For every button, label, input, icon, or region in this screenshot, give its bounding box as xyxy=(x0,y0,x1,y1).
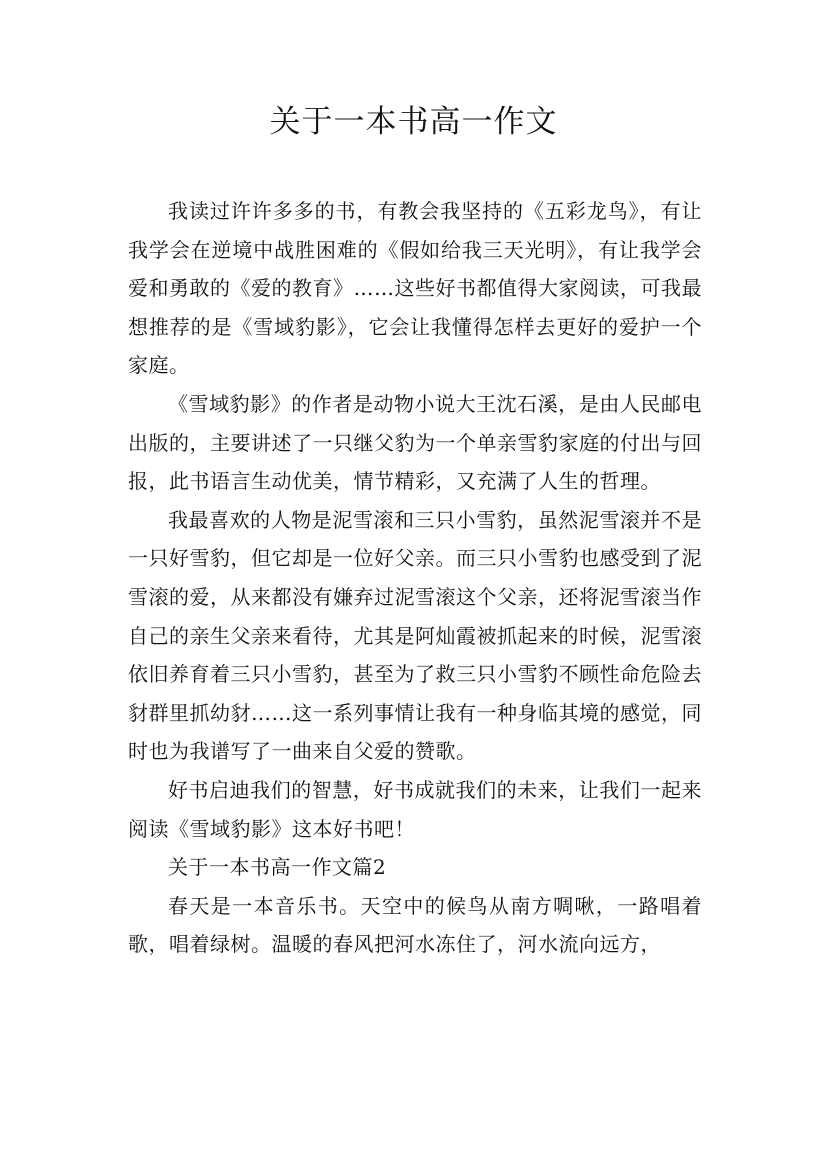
document-body xyxy=(128,192,702,964)
paragraph-5: 春天是一本音乐书。天空中的候鸟从南方啁啾，一路唱着歌，唱着绿树。温暖的春风把河水冻住了，河水流向远方， xyxy=(128,893,702,957)
paragraph-3: 我最喜欢的人物是泥雪滚和三只小雪豹，虽然泥雪滚并不是一只好雪豹，但它却是一位好父亲。而三只小雪豹也感受到了泥雪滚的爱，从来都没有嫌弃过泥雪滚这个父亲，还将泥雪滚当作自己的亲生父亲来看待，尤其是阿灿霞被抓起来的时候，泥雪滚依旧养育着三只小雪豹，甚至为了救三只小雪豹不顾性命危险去豺群里抓幼豺……这一系列事情让我有一种身临其境的感觉，同时也为我谱写了一曲来自父爱的赞歌。 xyxy=(128,507,702,764)
paragraph-4: 好书启迪我们的智慧，好书成就我们的未来，让我们一起来阅读《雪域豹影》这本好书吧！ xyxy=(128,777,702,841)
paragraph-2: 《雪域豹影》的作者是动物小说大王沈石溪，是由人民邮电出版的，主要讲述了一只继父豹为一个单亲雪豹家庭的付出与回报，此书语言生动优美，情节精彩，又充满了人生的哲理。 xyxy=(128,391,702,494)
section-heading: 关于一本书高一作文篇2 xyxy=(168,855,387,880)
document-title: 关于一本书高一作文 xyxy=(269,104,558,140)
paragraph-1: 我读过许许多多的书，有教会我坚持的《五彩龙鸟》，有让我学会在逆境中战胜困难的《假如给我三天光明》，有让我学会爱和勇敢的《爱的教育》……这些好书都值得大家阅读，可我最想推荐的是《雪域豹影》，它会让我懂得怎样去更好的爱护一个家庭。 xyxy=(128,199,702,378)
